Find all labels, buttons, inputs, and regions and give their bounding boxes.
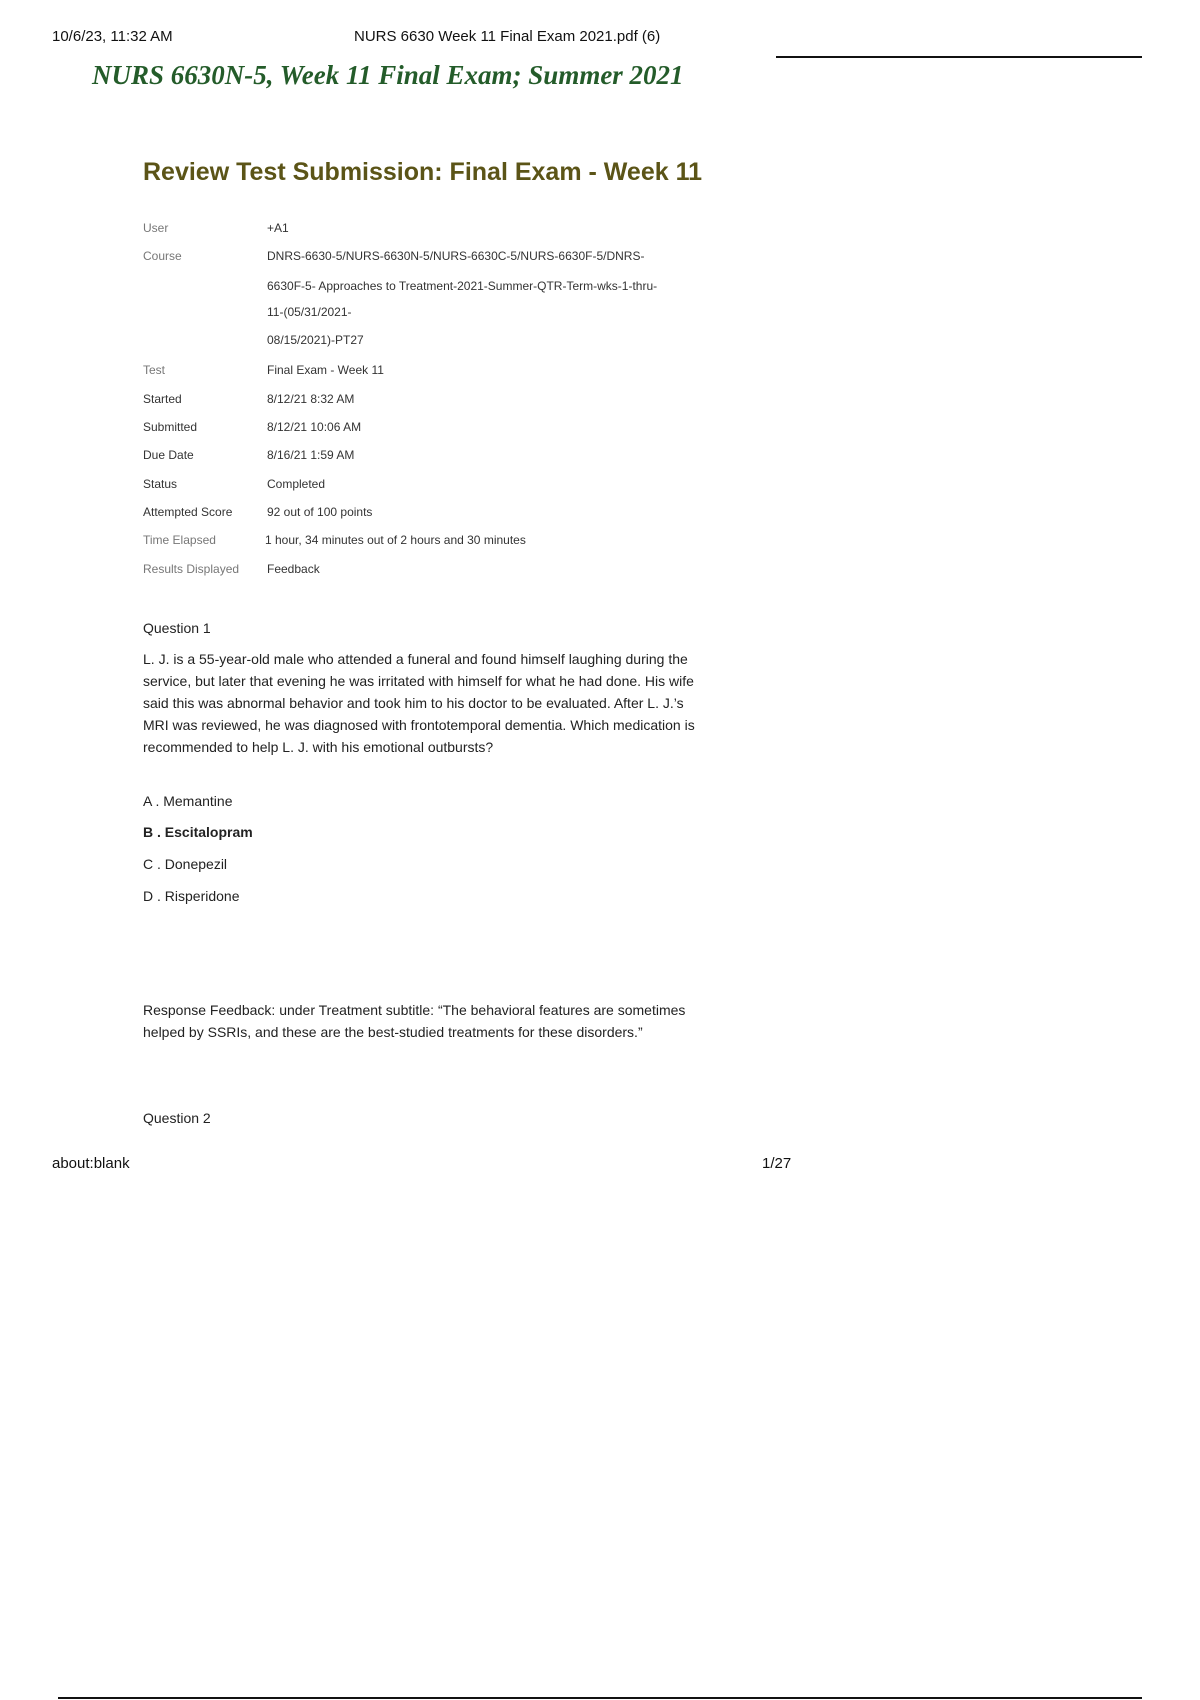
due-date-label: Due Date	[143, 448, 194, 462]
header-rule	[776, 56, 1142, 58]
document-title: NURS 6630N-5, Week 11 Final Exam; Summer 2021	[92, 60, 684, 90]
question-text: L. J. is a 55-year-old male who attended a funeral and found himself laughing during the service, but later that evening he was irritated with himself for what he had done. His wife said this was abnormal behavior and took him to his doctor to be evaluated. After L. J.’s MRI was reviewed, he was diagnosed with frontotemporal dementia. Which medication is recommended to help L. J. with his emotional outbursts?	[143, 651, 695, 755]
footer-url: about:blank	[52, 1155, 130, 1172]
course-line: 08/15/2021)-PT27	[267, 333, 364, 347]
response-feedback: Response Feedback: under Treatment subtitle: “The behavioral features are sometimes helped by SSRIs, and these are the best-studied treatments for these disorders.”	[143, 1002, 686, 1040]
test-value: Final Exam - Week 11	[267, 363, 384, 377]
time-elapsed-value: 1 hour, 34 minutes out of 2 hours and 30 minutes	[265, 533, 526, 547]
submitted-value: 8/12/21 10:06 AM	[267, 420, 362, 434]
results-displayed-value: Feedback	[267, 562, 320, 576]
course-line: 6630F-5- Approaches to Treatment-2021-Summer-QTR-Term-wks-1-thru-	[267, 279, 658, 293]
review-title: Review Test Submission: Final Exam - Week 11	[143, 158, 702, 186]
submitted-label: Submitted	[143, 420, 198, 434]
course-label: Course	[143, 249, 182, 263]
answer-option-selected: B . Escitalopram	[143, 824, 253, 840]
question-heading: Question 1	[143, 620, 211, 636]
attempted-score-label: Attempted Score	[143, 505, 233, 519]
user-value: +A1	[267, 221, 289, 235]
course-line: 11-(05/31/2021-	[267, 305, 352, 319]
due-date-value: 8/16/21 1:59 AM	[267, 448, 355, 462]
user-label: User	[143, 221, 169, 235]
started-label: Started	[143, 392, 182, 406]
status-value: Completed	[267, 477, 326, 491]
test-label: Test	[143, 363, 166, 377]
started-value: 8/12/21 8:32 AM	[267, 392, 355, 406]
print-document-name: NURS 6630 Week 11 Final Exam 2021.pdf (6)	[354, 28, 661, 45]
status-label: Status	[143, 477, 178, 491]
question-heading: Question 2	[143, 1110, 211, 1126]
course-line: DNRS-6630-5/NURS-6630N-5/NURS-6630C-5/NURS-6630F-5/DNRS-	[267, 249, 645, 263]
print-datetime: 10/6/23, 11:32 AM	[52, 28, 173, 45]
bottom-rule	[58, 1697, 1142, 1699]
answer-option: C . Donepezil	[143, 856, 228, 872]
results-displayed-label: Results Displayed	[143, 562, 240, 576]
time-elapsed-label: Time Elapsed	[143, 533, 216, 547]
answer-option: D . Risperidone	[143, 888, 240, 904]
attempted-score-value: 92 out of 100 points	[267, 505, 373, 519]
page-number: 1/27	[762, 1155, 792, 1172]
answer-option: A . Memantine	[143, 793, 233, 809]
